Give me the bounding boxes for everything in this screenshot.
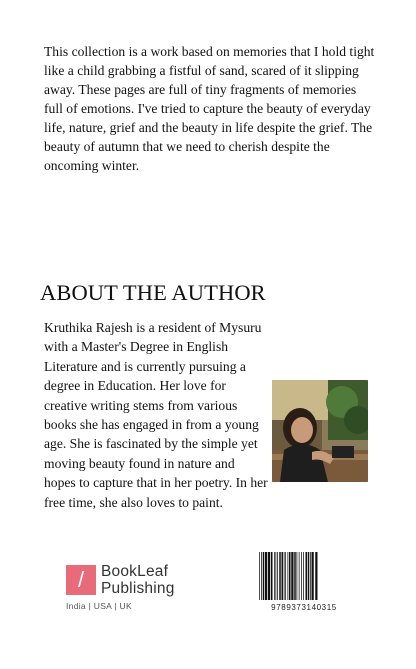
barcode-bar (268, 552, 270, 600)
barcode-bar (294, 552, 296, 600)
barcode-bar (271, 552, 273, 600)
barcode-bar (306, 552, 308, 600)
barcode-bar (277, 552, 278, 600)
back-cover-blurb: This collection is a work based on memories that I hold tight like a child grabbing a fistful of sand, scared of it slipping away. These pages are full of tiny fragments of memories full of emotions. I've tried to capture the beauty of everyday life, nature, grief and the beauty in life despite the grief. The beauty of autumn that we need to cherish despite the oncoming winter. (44, 44, 375, 173)
publisher-tagline: India | USA | UK (66, 601, 132, 611)
barcode-bar (274, 552, 275, 600)
publisher-name-line1: BookLeaf (101, 563, 169, 580)
barcode-bar (297, 552, 298, 600)
barcode-bar (284, 552, 285, 600)
publisher-logo-mark: / (66, 565, 96, 595)
barcode-bar (308, 552, 310, 600)
barcode-bar (301, 552, 302, 600)
barcode-bar (303, 552, 304, 600)
author-bio: Kruthika Rajesh is a resident of Mysuru with a Master's Degree in English Literature and is currently pursuing a degree in Education. Her love for creative writing stems from various books she has engaged in from a young age. She is fascinated by the simple yet moving beauty found in nature and hopes to capture that in her poetry. In her free time, she also loves to paint. (44, 320, 268, 510)
barcode-bar (259, 552, 260, 600)
isbn-number: 9789373140315 (271, 603, 337, 612)
isbn-barcode (258, 552, 350, 600)
barcode-bar (299, 552, 300, 600)
barcode-bar (261, 552, 262, 600)
barcode-bar (276, 552, 277, 600)
barcode-bar (291, 552, 293, 600)
barcode-bar (312, 552, 314, 600)
barcode-bar (282, 552, 284, 600)
barcode-bar (315, 552, 317, 600)
barcode-bar (285, 552, 286, 600)
barcode-bar (279, 552, 281, 600)
barcode-bar (265, 552, 267, 600)
barcode-bar (310, 552, 311, 600)
publisher-name-line2: Publishing (101, 580, 175, 597)
about-author-heading: ABOUT THE AUTHOR (40, 280, 266, 305)
barcode-bar (263, 552, 265, 600)
author-photo (272, 380, 368, 482)
barcode-bar (289, 552, 291, 600)
barcode-bar (288, 552, 289, 600)
